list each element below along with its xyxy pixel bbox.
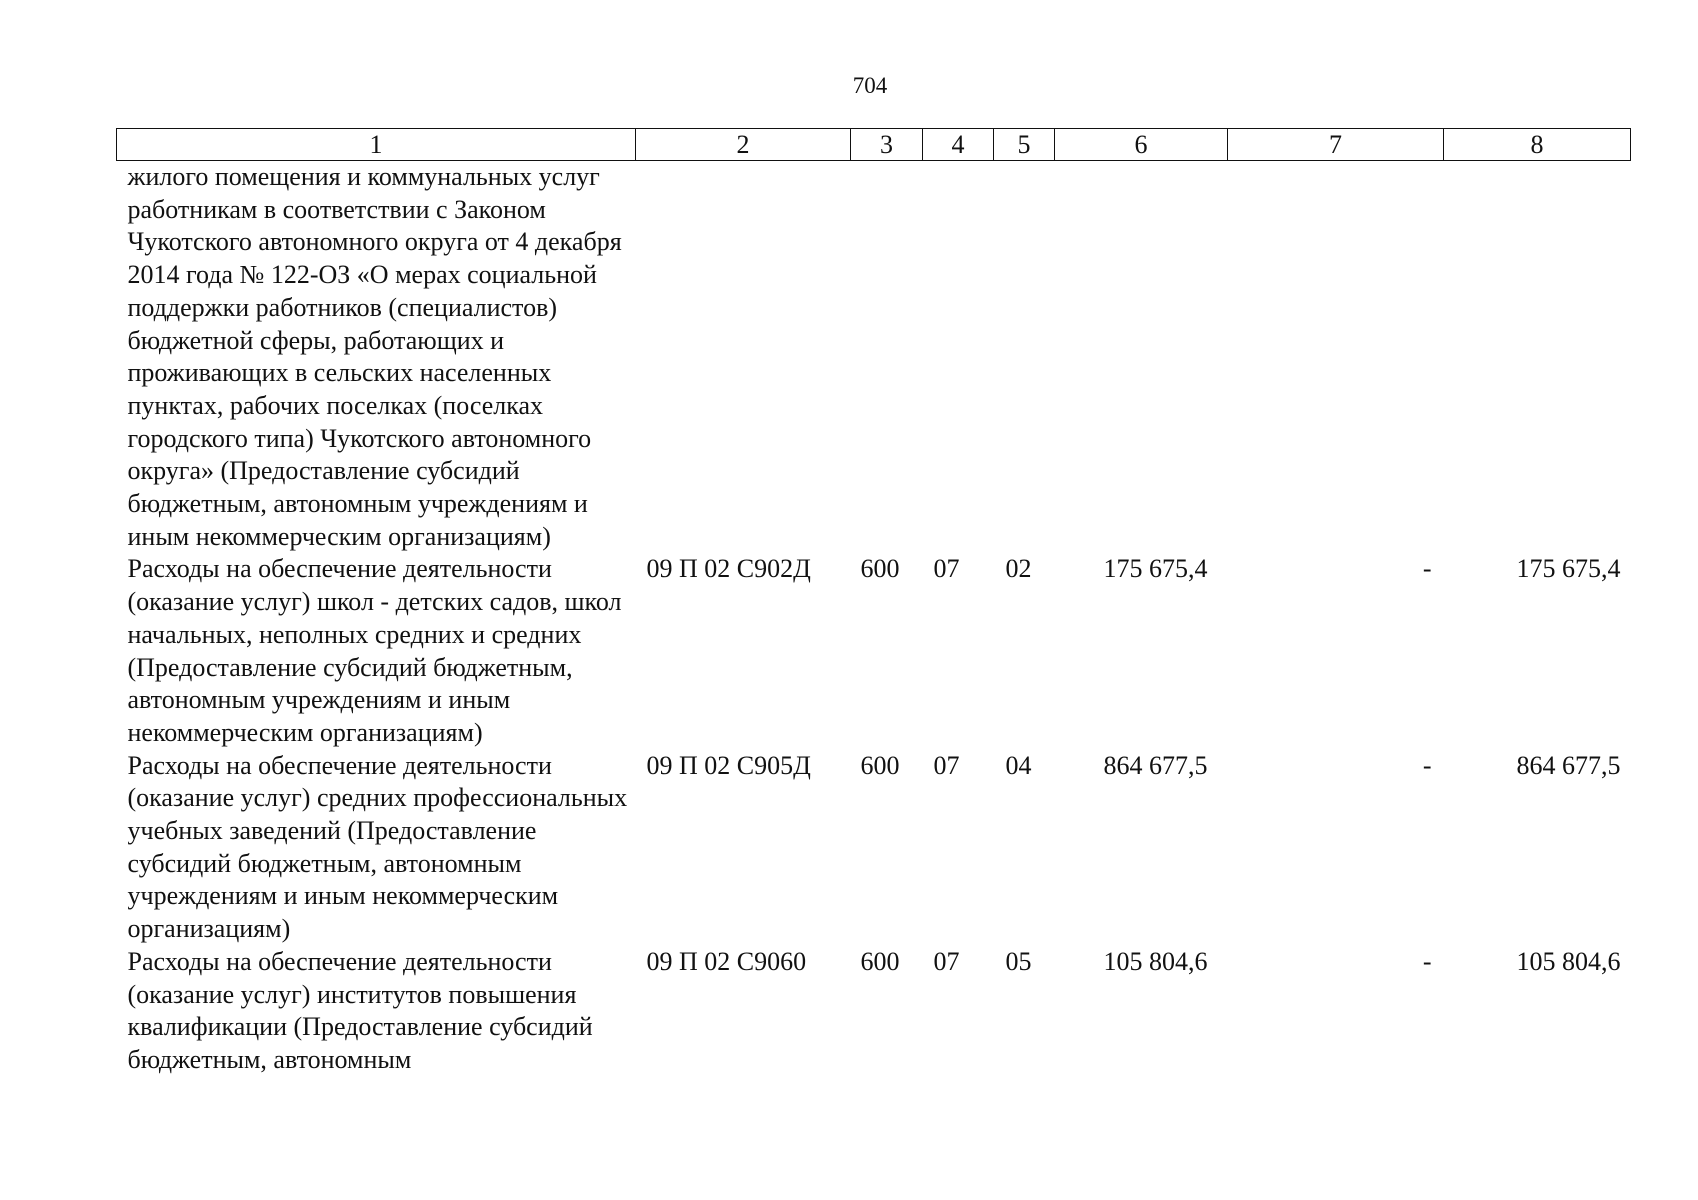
row-expense-type: 600 [860,946,900,976]
row-subsection [994,161,1055,554]
column-header-2: 2 [636,129,851,161]
row-regional-amount: 105 804,6 [1516,946,1621,976]
row-federal-amount: - [1422,750,1432,780]
row-section [923,161,994,554]
row-description: Расходы на обеспечение деятельности (оказание услуг) средних профессиональных учебных заведений (Предоставление субсидий бюджетным, автономным учреждениям и иным некоммерческим организациям) [127,750,628,944]
row-section: 07 [933,946,960,976]
row-regional-amount: 864 677,5 [1516,750,1621,780]
row-amount: 105 804,6 [1103,946,1208,976]
table-row [117,161,1631,554]
row-expense-type [851,161,923,554]
row-amount: 175 675,4 [1103,554,1208,584]
budget-table [116,128,1631,1077]
column-header-1: 1 [117,129,636,161]
row-expense-type: 600 [860,554,900,584]
row-description: Расходы на обеспечение деятельности (оказание услуг) школ - детских садов, школ начальных, неполных средних и средних (Предоставление субсидий бюджетным, автономным учреждениям и иным некоммерческим организациям) [127,554,622,747]
row-expense-type: 600 [860,750,900,780]
table-row [117,553,1631,749]
table-header-row [117,129,1631,161]
column-header-6: 6 [1055,129,1228,161]
column-header-3: 3 [851,129,923,161]
row-federal-amount: - [1422,554,1432,584]
row-target-code [636,161,851,554]
row-amount [1055,161,1228,554]
row-target-code: 09 П 02 С902Д [646,554,811,584]
row-subsection: 02 [1005,554,1032,584]
row-description: жилого помещения и коммунальных услуг работникам в соответствии с Законом Чукотского автономного округа от 4 декабря 2014 года № 122-ОЗ «О мерах социальной поддержки работников (специалистов) бюджетной сферы, работающих и проживающих в сельских населенных пунктах, рабочих поселках (поселках городского типа) Чукотского автономного округа» (Предоставление субсидий бюджетным, автономным учреждениям и иным некоммерческим организациям) [127,162,622,551]
row-federal-amount [1228,161,1444,554]
row-subsection: 04 [1005,750,1032,780]
column-header-5: 5 [994,129,1055,161]
row-section: 07 [933,750,960,780]
row-description: Расходы на обеспечение деятельности (оказание услуг) институтов повышения квалификации (Предоставление субсидий бюджетным, автономным [127,946,593,1074]
row-amount: 864 677,5 [1103,750,1208,780]
column-header-7: 7 [1228,129,1444,161]
table-row [117,946,1631,1077]
row-target-code: 09 П 02 С9060 [646,946,807,976]
column-header-8: 8 [1444,129,1631,161]
row-regional-amount [1444,161,1631,554]
row-section: 07 [933,554,960,584]
table-row [117,750,1631,946]
row-regional-amount: 175 675,4 [1516,554,1621,584]
row-target-code: 09 П 02 С905Д [646,750,811,780]
column-header-4: 4 [923,129,994,161]
page-number: 704 [852,73,888,98]
row-federal-amount: - [1422,946,1432,976]
row-subsection: 05 [1005,946,1032,976]
